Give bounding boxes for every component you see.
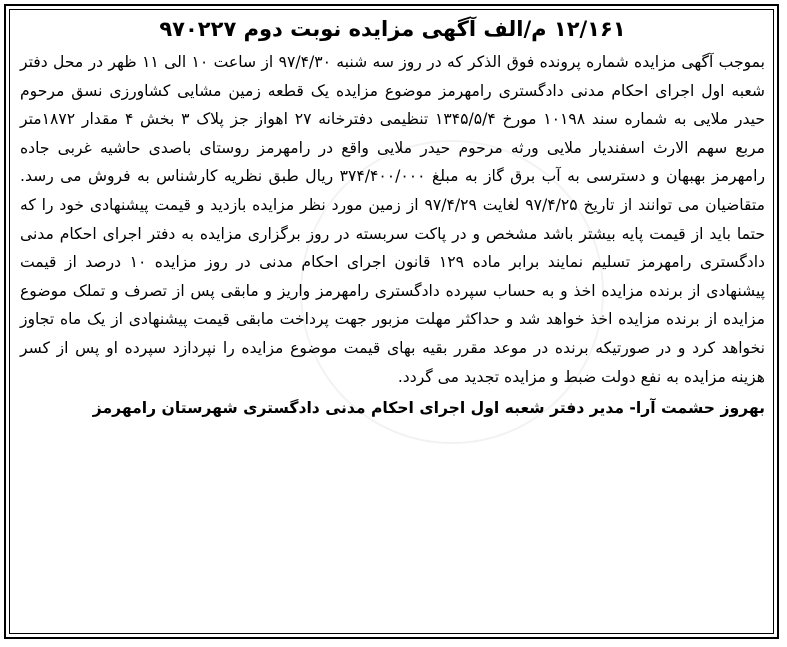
notice-title: ۱۲/۱۶۱ م/الف آگهی مزایده نوبت دوم ۹۷۰۲۲۷	[159, 17, 626, 41]
notice-content	[20, 14, 765, 423]
notice-body: بموجب آگهی مزایده شماره پرونده فوق الذکر که در روز سه شنبه ۹۷/۴/۳۰ از ساعت ۱۰ الی ۱۱ ظهر در محل دفتر شعبه اول اجرای احکام مدنی دادگستری رامهرمز موضوع مزایده یک قطعه زمین مشایی کشاورزی نسق مرحوم حیدر ملایی به شماره سند ۱۰۱۹۸ مورخ ۱۳۴۵/۵/۴ تنظیمی دفترخانه ۲۷ اهواز جز پلاک ۳ بخش ۴ مقدار ۱۸۷۲متر مربع سهم الارث اسفندیار ملایی ورثه مرحوم حیدر ملایی واقع در رامهرمز روستای باصدی حاشیه غربی جاده رامهرمز بهبهان و دسترسی به آب برق گاز به مبلغ ۳۷۴/۴۰۰/۰۰۰ ریال طبق نظریه کارشناس به فروش می رسد. متقاضیان می توانند از تاریخ ۹۷/۴/۲۵ لغایت ۹۷/۴/۲۹ از زمین مورد نظر مزایده بازدید و قیمت پیشنهادی خود را که حتما باید از قیمت پایه بیشتر باشد مشخص و در پاکت سربسته در روز برگزاری مزایده به دفتر اجرای احکام مدنی دادگستری رامهرمز تسلیم نمایند برابر ماده ۱۲۹ قانون اجرای احکام مدنی در روز مزایده ۱۰ درصد از قیمت پیشنهادی از برنده مزایده اخذ و به حساب سپرده دادگستری رامهرمز واریز و مابقی پس از تصرف و تملک موضوع مزایده از برنده مزایده اخذ خواهد شد و حداکثر مهلت مزبور جهت پرداخت مابقی قیمت پیشنهادی از یک ماه تجاوز نخواهد کرد و در صورتیکه برنده در موعد مقرر بقیه بهای قیمت موضوع مزایده را نپردازد سپرده او پس از کسر هزینه مزایده به نفع دولت ضبط و مزایده تجدید می گردد.	[20, 53, 766, 386]
notice-signature: بهروز حشمت آرا- مدیر دفتر شعبه اول اجرای احکام مدنی دادگستری شهرستان رامهرمز	[92, 399, 765, 418]
